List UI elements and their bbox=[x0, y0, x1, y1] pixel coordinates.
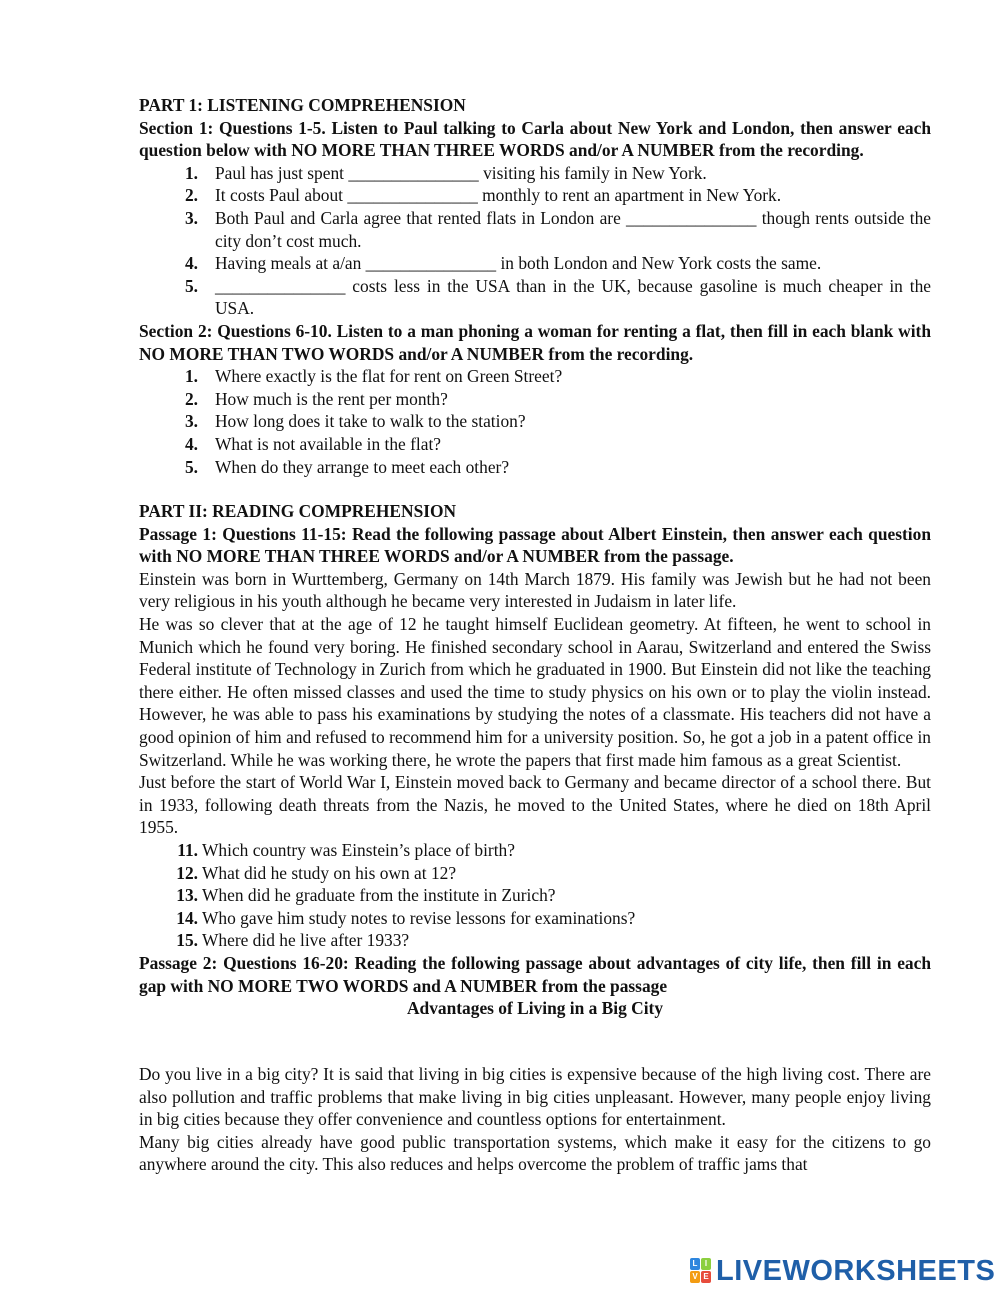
list-item bbox=[139, 862, 931, 885]
question-text: Having meals at a/an _______________ in both London and New York costs the same. bbox=[215, 253, 822, 274]
question-number: 15. bbox=[176, 930, 198, 951]
list-item bbox=[139, 365, 931, 388]
list-item bbox=[139, 410, 931, 433]
question-number: 12. bbox=[176, 862, 198, 883]
question-number: 1. bbox=[184, 162, 198, 183]
liveworksheets-logo bbox=[690, 1256, 995, 1286]
list-item bbox=[139, 433, 931, 456]
passage1-paragraph: Just before the start of World War I, Einstein moved back to Germany and became director of a school there. But in 1933, following death threats from the Nazis, he moved to the United States, where he died on 18th April 1955. bbox=[139, 772, 931, 838]
question-text: How much is the rent per month? bbox=[215, 388, 448, 409]
question-text: Where did he live after 1933? bbox=[202, 930, 410, 951]
question-number: 13. bbox=[176, 885, 198, 906]
question-number: 4. bbox=[184, 433, 198, 454]
passage2-paragraph: Many big cities already have good public transportation systems, which make it easy for the citizens to go anywhere around the city. This also reduces and helps overcome the problem of traffic jams that bbox=[139, 1131, 931, 1175]
passage1-paragraph: Einstein was born in Wurttemberg, Germany on 14th March 1879. His family was Jewish but he had not been very religious in his youth although he became very interested in Judaism in later life. bbox=[139, 568, 931, 612]
list-item bbox=[139, 907, 931, 930]
list-item bbox=[139, 275, 931, 320]
passage1-heading: Passage 1: Questions 11-15: Read the following passage about Albert Einstein, then answer each question with NO MORE THAN THREE WORDS and/or A NUMBER from the passage. bbox=[139, 523, 931, 567]
question-text: Which country was Einstein’s place of birth? bbox=[202, 840, 515, 860]
section1-questions bbox=[139, 162, 931, 320]
list-item bbox=[139, 456, 931, 479]
question-text: When did he graduate from the institute in Zurich? bbox=[202, 885, 556, 906]
question-text: _______________ costs less in the USA than in the UK, because gasoline is much cheaper in the USA. bbox=[215, 275, 931, 319]
passage2-body bbox=[139, 1063, 931, 1176]
part2-title: PART II: READING COMPREHENSION bbox=[139, 501, 457, 522]
logo-letter: L bbox=[690, 1258, 700, 1270]
logo-letter: E bbox=[701, 1271, 711, 1283]
question-text: What did he study on his own at 12? bbox=[202, 862, 457, 883]
question-number: 3. bbox=[184, 207, 198, 228]
question-text: Who gave him study notes to revise lessons for examinations? bbox=[202, 907, 636, 928]
question-number: 3. bbox=[184, 411, 198, 432]
section2-questions bbox=[139, 365, 931, 478]
logo-mark-icon bbox=[690, 1258, 712, 1284]
list-item bbox=[139, 839, 931, 862]
question-number: 5. bbox=[184, 456, 198, 477]
question-number: 11. bbox=[177, 840, 198, 860]
passage2-title: Advantages of Living in a Big City bbox=[406, 998, 664, 1019]
part1-title: PART 1: LISTENING COMPREHENSION bbox=[139, 95, 466, 115]
passage1-paragraph: He was so clever that at the age of 12 he taught himself Euclidean geometry. At fifteen, he went to school in Munich which he found very boring. He finished secondary school in Aarau, Switzerland and entered the Swiss Federal institute of Technology in Zurich from which he graduated in 1900. But Einstein did not like the teaching there either. He often missed classes and used the time to study physics on his own or to play the violin instead. However, he was able to pass his examinations by studying the notes of a classmate. His teachers did not have a good opinion of him and refused to recommend him for a university position. So, he got a job in a patent office in Switzerland. While he was working there, he wrote the papers that first made him famous as a great Scientist. bbox=[139, 614, 931, 770]
worksheet-page bbox=[139, 94, 931, 1020]
section1-heading: Section 1: Questions 1-5. Listen to Paul talking to Carla about New York and London, then answer each question below with NO MORE THAN THREE WORDS and/or A NUMBER from the recording. bbox=[139, 117, 931, 161]
passage2-paragraph: Do you live in a big city? It is said that living in big cities is expensive because of the high living cost. There are also pollution and traffic problems that make living in big cities unpleasant. However, many people enjoy living in big cities because they offer convenience and countless options for entertainment. bbox=[139, 1064, 931, 1130]
list-item bbox=[139, 388, 931, 411]
list-item bbox=[139, 162, 931, 185]
section2-heading: Section 2: Questions 6-10. Listen to a man phoning a woman for renting a flat, then fill in each blank with NO MORE THAN TWO WORDS and/or A NUMBER from the recording. bbox=[139, 320, 931, 364]
question-number: 4. bbox=[184, 253, 198, 274]
question-text: When do they arrange to meet each other? bbox=[215, 456, 510, 477]
question-text: Both Paul and Carla agree that rented flats in London are _______________ though rents outside the city don’t cost much. bbox=[215, 207, 931, 251]
list-item bbox=[139, 184, 931, 207]
question-text: What is not available in the flat? bbox=[215, 433, 441, 454]
question-number: 1. bbox=[184, 366, 198, 387]
logo-letter: V bbox=[690, 1271, 700, 1283]
question-number: 2. bbox=[184, 388, 198, 409]
passage2-heading: Passage 2: Questions 16-20: Reading the following passage about advantages of city life, then fill in each gap with NO MORE TWO WORDS and A NUMBER from the passage bbox=[139, 952, 931, 996]
section-spacer bbox=[139, 478, 931, 500]
list-item bbox=[139, 252, 931, 275]
question-text: How long does it take to walk to the station? bbox=[215, 411, 526, 432]
question-text: Paul has just spent _______________ visiting his family in New York. bbox=[215, 162, 707, 183]
logo-text: LIVEWORKSHEETS bbox=[716, 1254, 996, 1287]
question-text: It costs Paul about _______________ monthly to rent an apartment in New York. bbox=[215, 185, 782, 206]
passage1-questions bbox=[139, 839, 931, 952]
logo-letter: I bbox=[701, 1258, 711, 1270]
question-number: 2. bbox=[184, 185, 198, 206]
question-text: Where exactly is the flat for rent on Green Street? bbox=[215, 366, 563, 387]
list-item bbox=[139, 884, 931, 907]
question-number: 14. bbox=[176, 907, 198, 928]
list-item bbox=[139, 929, 931, 952]
question-number: 5. bbox=[184, 275, 198, 296]
list-item bbox=[139, 207, 931, 252]
